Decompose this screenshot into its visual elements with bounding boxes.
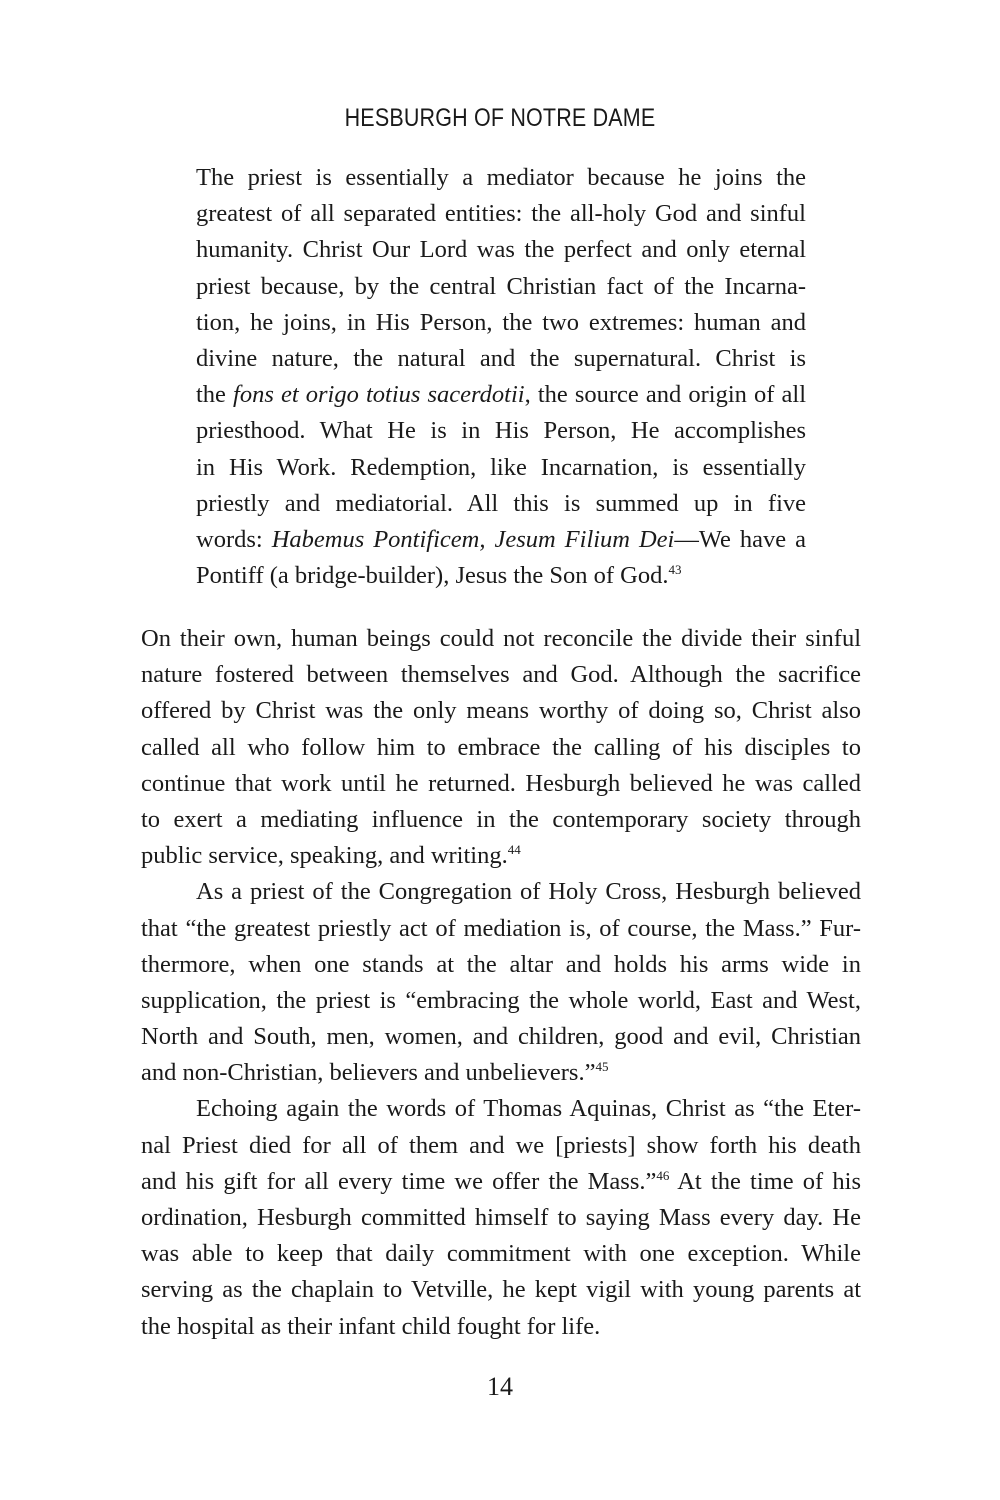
quote-line: priestly and mediatorial. All this is summed up in five — [196, 489, 806, 517]
block-quote — [196, 160, 806, 594]
quote-line: in His Work. Redemption, like Incarnation, is essentially — [196, 453, 806, 481]
body-line: and non-Christian, believers and unbelievers.”$^{45}$ — [141, 1059, 609, 1087]
body-line: supplication, the priest is “embracing the whole world, East and West, — [141, 986, 861, 1014]
footnote-ref: 43 — [668, 561, 682, 577]
body-line: North and South, men, women, and children, good and evil, Christian — [141, 1023, 861, 1051]
quote-line: priesthood. What He is in His Person, He accomplishes — [196, 417, 806, 445]
quote-line: words: Habemus Pontificem, Jesum Filium Dei—We have a — [196, 525, 806, 553]
body-line: As a priest of the Congregation of Holy Cross, Hesburgh believed — [196, 878, 861, 906]
latin-phrase: fons et origo totius sacerdotii — [233, 381, 525, 409]
quote-line: priest because, by the central Christian fact of the Incarna- — [196, 272, 806, 300]
quote-line: greatest of all separated entities: the all-holy God and sinful — [196, 200, 806, 228]
body-line: serving as the chaplain to Vetville, he kept vigil with young parents at — [141, 1276, 861, 1304]
quote-line: humanity. Christ Our Lord was the perfect and only eternal — [196, 236, 806, 264]
quote-line: the fons et origo totius sacerdotii, the source and origin of all — [196, 381, 807, 409]
quote-line: tion, he joins, in His Person, the two extremes: human and — [196, 308, 806, 336]
body-text — [141, 621, 861, 1345]
body-line: continue that work until he returned. Hesburgh believed he was called — [141, 769, 861, 797]
page-number: 14 — [487, 1372, 513, 1401]
quote-line: divine nature, the natural and the supernatural. Christ is — [196, 344, 806, 372]
quote-line: Pontiff (a bridge-builder), Jesus the Son of God.$^{43}$ — [196, 561, 682, 590]
footnote-ref: 44 — [507, 841, 521, 857]
footnote-ref: 45 — [595, 1059, 609, 1075]
body-line: thermore, when one stands at the altar and holds his arms wide in — [141, 950, 861, 978]
body-line: nal Priest died for all of them and we [priests] show forth his death — [141, 1131, 861, 1159]
body-line: nature fostered between themselves and God. Although the sacrifice — [141, 661, 861, 689]
running-head: HESBURGH OF NOTRE DAME — [344, 104, 656, 132]
body-line: Echoing again the words of Thomas Aquinas, Christ as “the Eter- — [196, 1095, 861, 1123]
latin-phrase: Habemus Pontificem, Jesum Filium Dei — [271, 525, 675, 553]
body-line: ordination, Hesburgh committed himself to saying Mass every day. He — [141, 1204, 861, 1231]
body-line: was able to keep that daily commitment with one exception. While — [141, 1240, 861, 1268]
body-line: the hospital as their infant child fought for life. — [141, 1312, 601, 1340]
body-line: that “the greatest priestly act of mediation is, of course, the Mass.” Fur- — [141, 914, 861, 942]
body-line: to exert a mediating influence in the contemporary society through — [141, 805, 861, 833]
footnote-ref: 46 — [656, 1167, 670, 1183]
body-line: On their own, human beings could not reconcile the divide their sinful — [141, 625, 861, 652]
quote-line: The priest is essentially a mediator because he joins the — [196, 164, 806, 191]
body-line: and his gift for all every time we offer the Mass.”$^{46}$ At the time of his — [141, 1167, 861, 1195]
body-line: public service, speaking, and writing.$^{44}$ — [141, 841, 521, 870]
body-line: offered by Christ was the only means worthy of doing so, Christ also — [141, 697, 861, 725]
body-line: called all who follow him to embrace the calling of his disciples to — [141, 733, 861, 761]
